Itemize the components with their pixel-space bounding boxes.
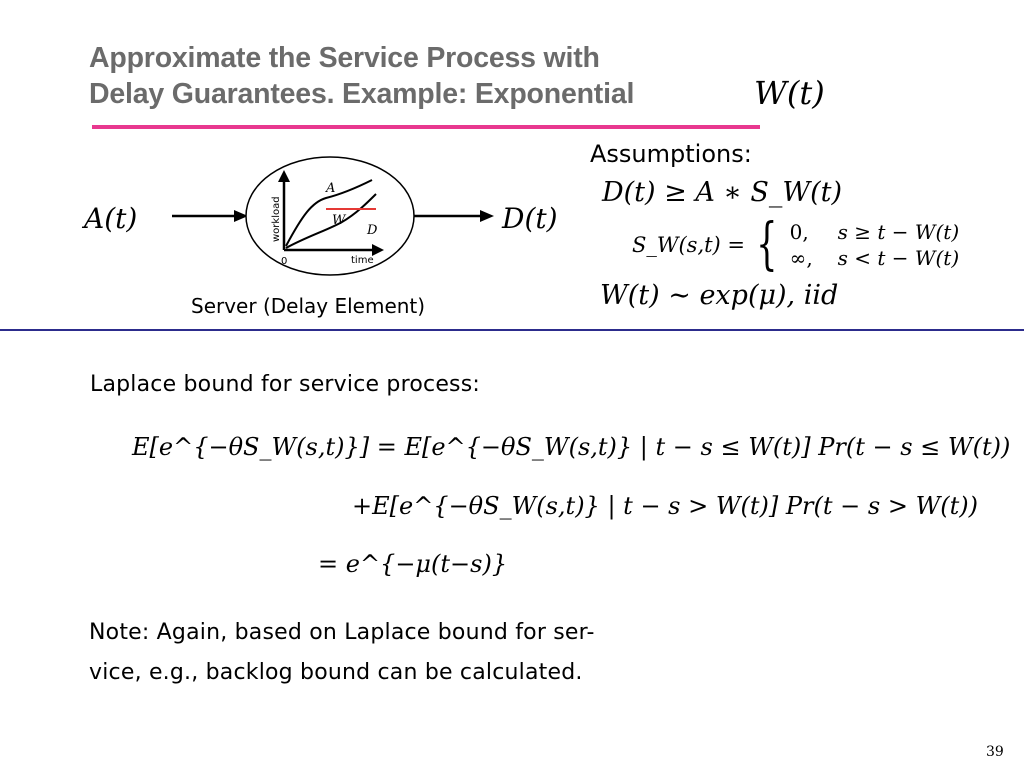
case2-value: ∞, [789, 246, 813, 270]
output-arrowhead [480, 210, 494, 222]
page-number: 39 [986, 744, 1004, 760]
title-math: W(t) [754, 74, 825, 112]
title-line-1: Approximate the Service Process with [89, 42, 600, 74]
slide-title [89, 40, 634, 112]
laplace-equation-line-3: = e^{−μ(t−s)} [318, 550, 508, 578]
case1-condition: s ≥ t − W(t) [837, 220, 960, 244]
diagram-caption: Server (Delay Element) [191, 294, 426, 318]
x-axis-label: time [351, 255, 374, 266]
delay-distribution-eq: W(t) ∼ exp(μ), iid [600, 280, 839, 311]
origin-label: 0 [281, 256, 288, 267]
input-label: A(t) [84, 202, 138, 235]
laplace-intro: Laplace bound for service process: [90, 372, 480, 397]
sw-lhs: S_W(s,t) = [632, 233, 746, 257]
note-line-2: vice, e.g., backlog bound can be calculated. [89, 660, 583, 685]
case2-condition: s < t − W(t) [837, 246, 960, 270]
curve-a-label: A [326, 181, 336, 196]
laplace-equation-line-1: E[e^{−θS_W(s,t)}] = E[e^{−θS_W(s,t)} | t − s ≤ W(t)] Pr(t − s ≤ W(t)) [132, 433, 1011, 461]
left-brace: { [756, 212, 778, 277]
curve-d-label: D [367, 223, 378, 238]
server-diagram [80, 150, 590, 330]
title-line-2: Delay Guarantees. Example: Exponential [89, 78, 635, 110]
title-underline [92, 125, 760, 129]
section-divider [0, 329, 1024, 331]
assumption-service-eq: D(t) ≥ A ∗ S_W(t) [602, 177, 843, 208]
assumptions-heading: Assumptions: [590, 140, 752, 168]
curve-w-label: W [332, 213, 346, 228]
laplace-equation-line-2: +E[e^{−θS_W(s,t)} | t − s > W(t)] Pr(t − s > W(t)) [352, 492, 978, 520]
output-label: D(t) [502, 202, 558, 235]
note-line-1: Note: Again, based on Laplace bound for ser- [89, 620, 595, 645]
service-curve-definition [632, 212, 960, 277]
case1-value: 0, [789, 220, 809, 244]
y-axis-label: workload [271, 196, 282, 242]
